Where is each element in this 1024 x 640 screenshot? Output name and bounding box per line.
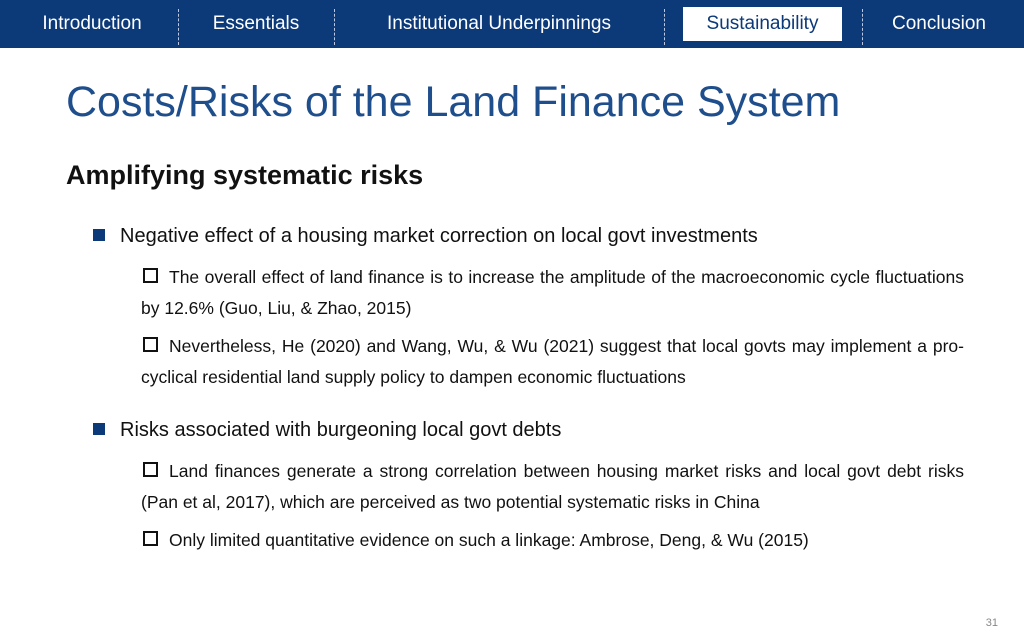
tab-institutional-underpinnings[interactable]: Institutional Underpinnings xyxy=(387,13,611,34)
section-heading xyxy=(93,225,758,248)
slide-title: Costs/Risks of the Land Finance System xyxy=(66,78,841,126)
section-heading-text: Risks associated with burgeoning local govt debts xyxy=(120,419,562,441)
slide-subtitle: Amplifying systematic risks xyxy=(66,160,424,190)
nav-separator xyxy=(178,9,179,45)
hollow-square-icon xyxy=(143,337,158,352)
tab-essentials[interactable]: Essentials xyxy=(212,13,300,34)
tab-sustainability[interactable]: Sustainability xyxy=(683,7,842,41)
hollow-square-icon xyxy=(143,268,158,283)
bullet-point xyxy=(141,456,964,518)
nav-separator xyxy=(862,9,863,45)
hollow-square-icon xyxy=(143,531,158,546)
bullet-point xyxy=(141,262,964,324)
tab-introduction[interactable]: Introduction xyxy=(42,13,142,34)
filled-square-icon xyxy=(93,229,105,241)
page-number: 31 xyxy=(985,617,998,629)
nav-separator xyxy=(334,9,335,45)
bullet-point xyxy=(141,525,964,556)
nav-separator xyxy=(664,9,665,45)
section-heading-text: Negative effect of a housing market correction on local govt investments xyxy=(120,225,758,247)
section-heading xyxy=(93,419,561,442)
hollow-square-icon xyxy=(143,462,158,477)
bullet-point-text: The overall effect of land finance is to increase the amplitude of the macroeconomic cycle fluctuations by 12.6% (Guo, Liu, & Zhao, 2015) xyxy=(141,267,964,318)
bullet-point-text: Land finances generate a strong correlation between housing market risks and local govt debt risks (Pan et al, 2017), which are perceived as two potential systematic risks in China xyxy=(141,461,964,512)
tab-conclusion[interactable]: Conclusion xyxy=(892,13,986,34)
bullet-point xyxy=(141,331,964,393)
bullet-point-text: Nevertheless, He (2020) and Wang, Wu, & Wu (2021) suggest that local govts may implement a pro-cyclical residential land supply policy to dampen economic fluctuations xyxy=(141,336,964,387)
filled-square-icon xyxy=(93,423,105,435)
bullet-point-text: Only limited quantitative evidence on such a linkage: Ambrose, Deng, & Wu (2015) xyxy=(169,530,809,550)
top-navigation-bar xyxy=(0,0,1024,48)
